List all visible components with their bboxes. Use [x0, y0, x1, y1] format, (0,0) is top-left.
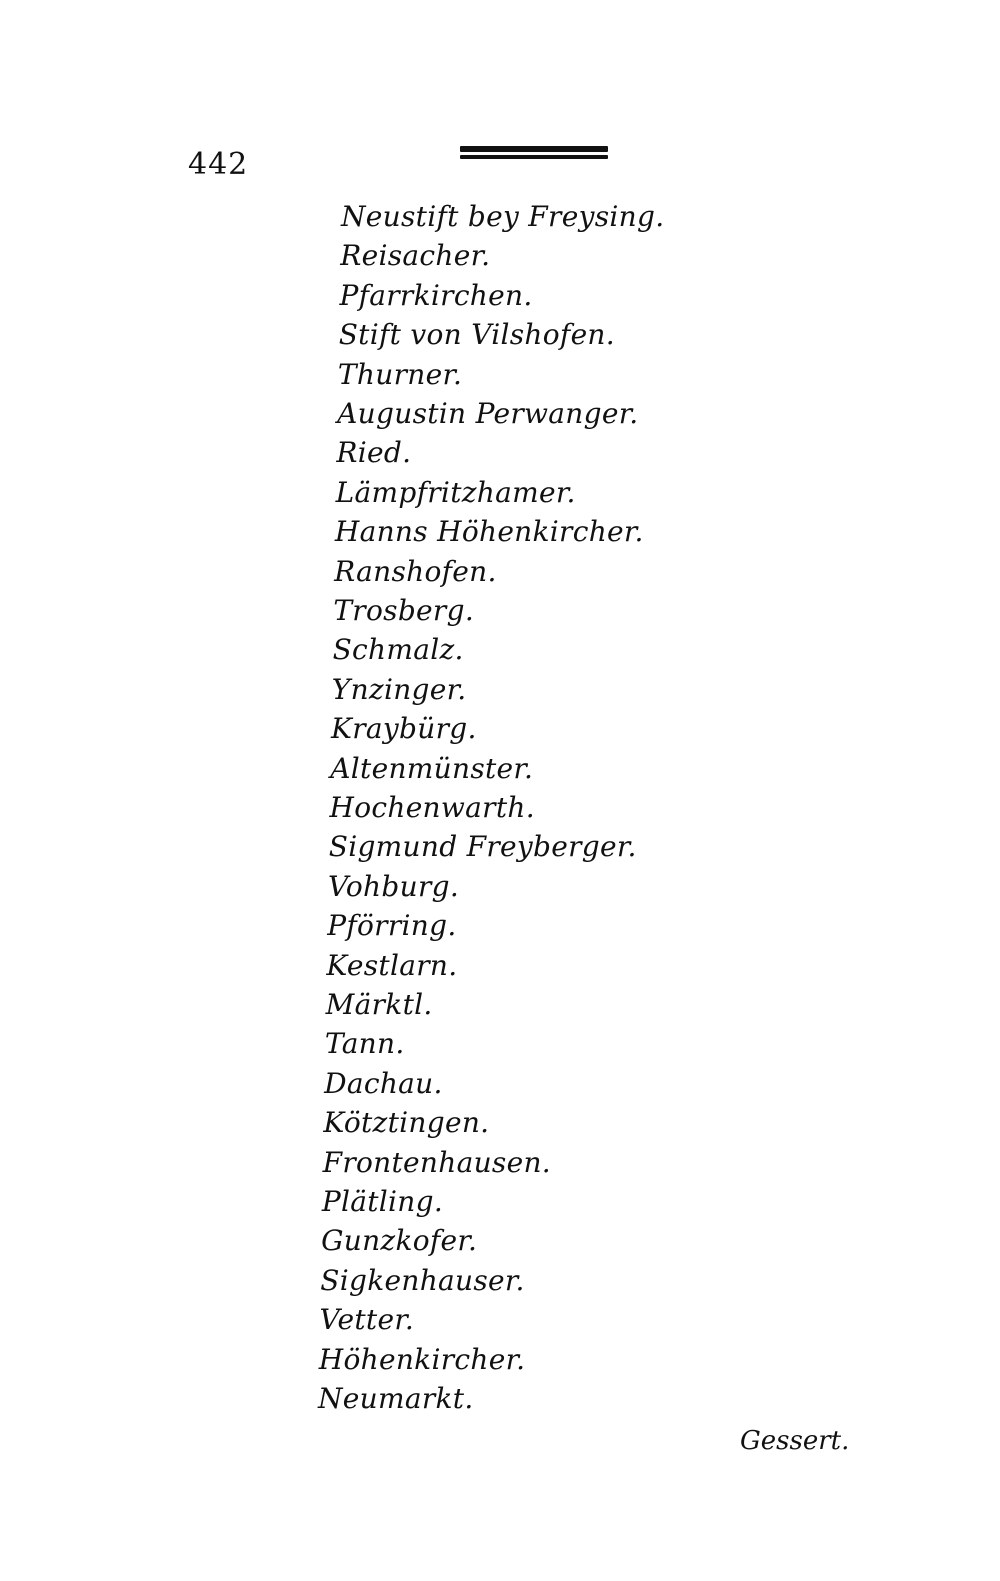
- list-item: Kestlarn.: [326, 948, 458, 982]
- list-item: Kötztingen.: [323, 1106, 490, 1140]
- list-item: Höhenkircher.: [318, 1342, 526, 1376]
- catchword: Gessert.: [740, 1426, 850, 1456]
- list-item: Vetter.: [319, 1303, 415, 1337]
- list-item: Neumarkt.: [318, 1382, 474, 1415]
- list-item: Märktl.: [325, 988, 433, 1021]
- list-item: Thurner.: [337, 357, 463, 391]
- list-item: Sigkenhauser.: [320, 1263, 525, 1297]
- list-item: Ried.: [336, 436, 412, 470]
- list-item: Hanns Höhenkircher.: [334, 515, 644, 549]
- list-item: Gunzkofer.: [321, 1224, 478, 1258]
- list-item: Neustift bey Freysing.: [341, 200, 665, 233]
- list-item: Kraybürg.: [331, 712, 477, 746]
- list-item: Trosberg.: [333, 594, 475, 627]
- page-number: 442: [188, 147, 249, 182]
- list-item: Lämpfritzhamer.: [335, 475, 576, 509]
- list-item: Sigmund Freyberger.: [328, 830, 637, 864]
- list-item: Schmalz.: [332, 633, 464, 667]
- list-item: Plätling.: [321, 1185, 444, 1218]
- list-item: Pfarrkirchen.: [339, 278, 533, 312]
- list-item: Hochenwarth.: [329, 791, 535, 824]
- list-item: Augustin Perwanger.: [337, 397, 639, 430]
- list-item: Ynzinger.: [331, 672, 467, 706]
- list-item: Vohburg.: [327, 869, 460, 903]
- list-item: Dachau.: [324, 1066, 443, 1100]
- list-item: Reisacher.: [340, 239, 491, 273]
- list-item: Stift von Vilshofen.: [338, 318, 615, 352]
- list-item: Altenmünster.: [330, 751, 534, 785]
- list-item: Ranshofen.: [334, 554, 497, 588]
- list-item: Tann.: [324, 1027, 405, 1061]
- list-item: Pförring.: [327, 909, 457, 943]
- list-item: Frontenhausen.: [322, 1145, 551, 1179]
